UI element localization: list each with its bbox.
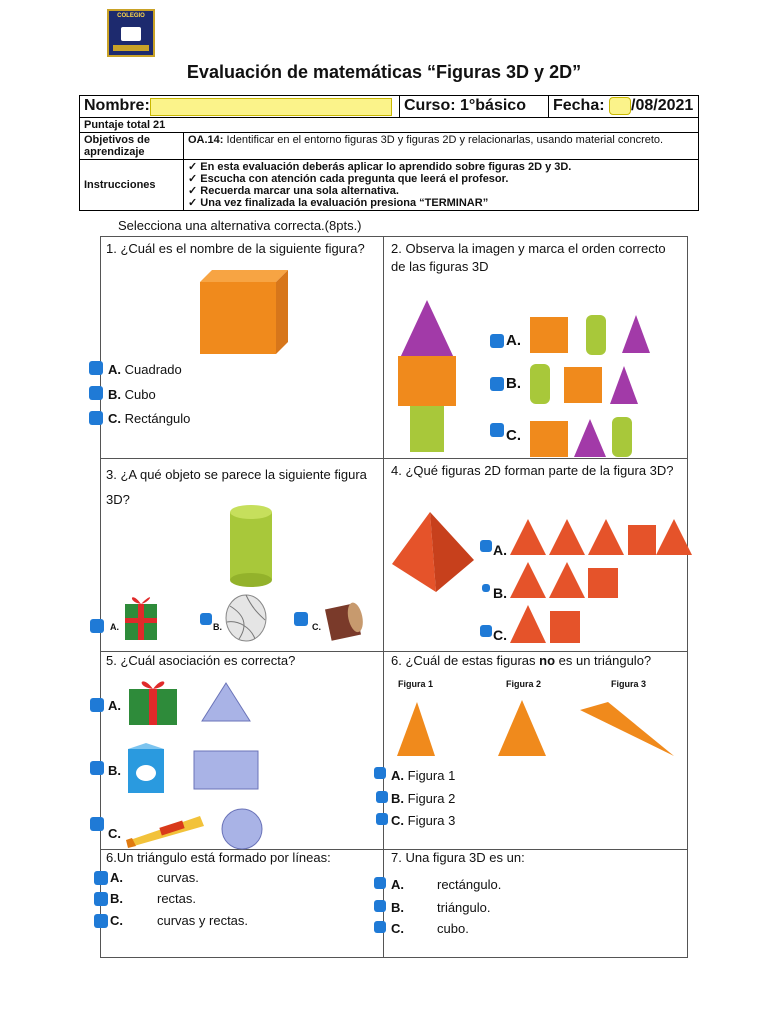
q1-option-b: B. Cubo <box>108 387 156 402</box>
cylinder-figure <box>229 504 273 588</box>
ball-icon <box>225 594 267 642</box>
log-icon <box>322 600 364 642</box>
q7-option-a-checkbox[interactable] <box>94 871 108 885</box>
rectangle-shape <box>192 749 260 791</box>
q2-option-b-checkbox[interactable] <box>490 377 504 391</box>
q4-option-a-label: A. <box>493 542 507 558</box>
q7-text: 6.Un triángulo está formado por líneas: <box>106 850 331 865</box>
name-label: Nombre: <box>84 97 150 114</box>
q8-option-a: rectángulo. <box>437 877 502 892</box>
instructions-list: ✓ En esta evaluación deberás aplicar lo aprendido sobre figuras 2D y 3D. ✓ Escucha con atención cada pregunta que leerá el profesor. ✓ Recuerda marcar una sola alternativa. ✓ Una vez finalizada la evaluación presiona “TERMINAR” <box>184 159 699 210</box>
q7-option-c-label: C. <box>110 913 123 928</box>
objectives-label: Objetivos de aprendizaje <box>80 132 184 159</box>
q2-option-a-shapes <box>528 313 656 358</box>
date-value: /08/2021 <box>631 97 694 115</box>
q2-text: 2. Observa la imagen y marca el orden correcto de las figuras 3D <box>391 241 666 274</box>
page-title: Evaluación de matemáticas “Figuras 3D y 2D” <box>186 62 582 82</box>
q4-option-a-shapes <box>510 519 692 557</box>
select-instruction: Selecciona una alternativa correcta.(8pts.) <box>118 218 362 233</box>
figure-1-triangle <box>395 700 437 758</box>
q4-option-c-label: C. <box>493 627 507 643</box>
q2-option-a-checkbox[interactable] <box>490 334 504 348</box>
pyramid-figure <box>392 512 476 594</box>
instruction-item: Una vez finalizada la evaluación presiona “TERMINAR” <box>200 196 489 209</box>
q7-option-a: curvas. <box>157 870 199 885</box>
objective-text: Identificar en el entorno figuras 3D y figuras 2D y relacionarlas, usando material concreto. <box>226 133 664 146</box>
q2-option-c-shapes <box>528 415 656 460</box>
q7-option-b: rectas. <box>157 891 197 906</box>
gift-icon <box>123 590 159 642</box>
q3-option-c-label: C. <box>312 622 321 632</box>
triangle-shape <box>200 681 254 723</box>
q3-option-a-label: A. <box>110 622 119 632</box>
q3-option-b-checkbox[interactable] <box>200 613 212 625</box>
q4-option-b-label: B. <box>493 585 507 601</box>
q6-option-b-checkbox[interactable] <box>376 791 388 803</box>
logo-text: COLEGIO <box>117 13 145 19</box>
q4-option-b-checkbox[interactable] <box>482 584 490 592</box>
q4-option-c-checkbox[interactable] <box>480 625 492 637</box>
q8-option-b-label: B. <box>391 900 404 915</box>
q6-text: 6. ¿Cuál de estas figuras no es un triángulo? <box>391 653 652 668</box>
figure-2-triangle <box>496 698 548 758</box>
header-table <box>79 95 699 211</box>
q5-option-a-label: A. <box>108 698 121 713</box>
q6-option-a-checkbox[interactable] <box>374 767 386 779</box>
q6-option-a: A. Figura 1 <box>391 768 456 783</box>
chocolate-bar-icon <box>124 810 206 848</box>
q4-option-b-shapes <box>510 562 620 600</box>
instruction-item: En esta evaluación deberás aplicar lo aprendido sobre figuras 2D y 3D. <box>200 160 572 173</box>
figure-1-label: Figura 1 <box>398 679 434 689</box>
q3-option-c-checkbox[interactable] <box>294 612 308 626</box>
q4-option-c-shapes <box>510 605 582 645</box>
q8-option-b-checkbox[interactable] <box>374 900 386 912</box>
objective-code: OA.14: <box>188 133 224 146</box>
figure-3-triangle <box>578 700 676 758</box>
q1-option-a: A. Cuadrado <box>108 362 182 377</box>
figure-2-label: Figura 2 <box>506 679 542 689</box>
q1-text: 1. ¿Cuál es el nombre de la siguiente figura? <box>106 241 365 256</box>
q8-option-c-label: C. <box>391 921 404 936</box>
q7-option-b-checkbox[interactable] <box>94 892 108 906</box>
q7-option-b-label: B. <box>110 891 123 906</box>
logo-banner <box>113 45 149 51</box>
q7-option-a-label: A. <box>110 870 123 885</box>
q1-option-c-checkbox[interactable] <box>89 411 103 425</box>
circle-shape <box>219 807 265 851</box>
q5-option-c-checkbox[interactable] <box>90 817 104 831</box>
q8-option-b: triángulo. <box>437 900 491 915</box>
course-label: Curso: 1°básico <box>399 96 548 118</box>
q7-option-c: curvas y rectas. <box>157 913 249 928</box>
stacked-shapes-figure <box>392 300 462 455</box>
q3-option-a-checkbox[interactable] <box>90 619 104 633</box>
q8-option-c-checkbox[interactable] <box>374 921 386 933</box>
q3-text: 3. ¿A qué objeto se parece la siguiente figura 3D? <box>106 467 367 507</box>
q3-option-b-label: B. <box>213 622 222 632</box>
q2-option-b-label: B. <box>506 375 521 392</box>
q5-text: 5. ¿Cuál asociación es correcta? <box>106 653 296 668</box>
q2-option-c-label: C. <box>506 427 521 444</box>
q1-option-c: C. Rectángulo <box>108 411 191 426</box>
gift-icon <box>127 673 179 727</box>
q4-option-a-checkbox[interactable] <box>480 540 492 552</box>
q8-option-c: cubo. <box>437 921 469 936</box>
q8-option-a-checkbox[interactable] <box>374 877 386 889</box>
book-icon <box>121 27 141 41</box>
instruction-item: Escucha con atención cada pregunta que leerá el profesor. <box>200 172 509 185</box>
q8-option-a-label: A. <box>391 877 404 892</box>
q8-text: 7. Una figura 3D es un: <box>391 850 525 865</box>
school-logo <box>107 9 155 57</box>
q2-option-a-label: A. <box>506 332 521 349</box>
q5-option-b-checkbox[interactable] <box>90 761 104 775</box>
total-score: Puntaje total 21 <box>80 117 699 132</box>
q5-option-c-label: C. <box>108 826 121 841</box>
q2-option-b-shapes <box>528 362 656 407</box>
q1-option-b-checkbox[interactable] <box>89 386 103 400</box>
name-field[interactable] <box>150 98 392 116</box>
milk-carton-icon <box>126 743 166 795</box>
cube-figure <box>200 270 290 355</box>
q7-option-c-checkbox[interactable] <box>94 914 108 928</box>
date-field[interactable] <box>609 97 631 115</box>
q4-text: 4. ¿Qué figuras 2D forman parte de la figura 3D? <box>391 463 674 478</box>
date-label: Fecha: <box>552 97 605 115</box>
q2-option-c-checkbox[interactable] <box>490 423 504 437</box>
q6-option-c-checkbox[interactable] <box>376 813 388 825</box>
figure-3-label: Figura 3 <box>611 679 647 689</box>
q5-option-a-checkbox[interactable] <box>90 698 104 712</box>
q6-option-c: C. Figura 3 <box>391 813 456 828</box>
q1-option-a-checkbox[interactable] <box>89 361 103 375</box>
instructions-label: Instrucciones <box>80 159 184 210</box>
q6-option-b: B. Figura 2 <box>391 791 456 806</box>
instruction-item: Recuerda marcar una sola alternativa. <box>200 184 399 197</box>
q5-option-b-label: B. <box>108 763 121 778</box>
